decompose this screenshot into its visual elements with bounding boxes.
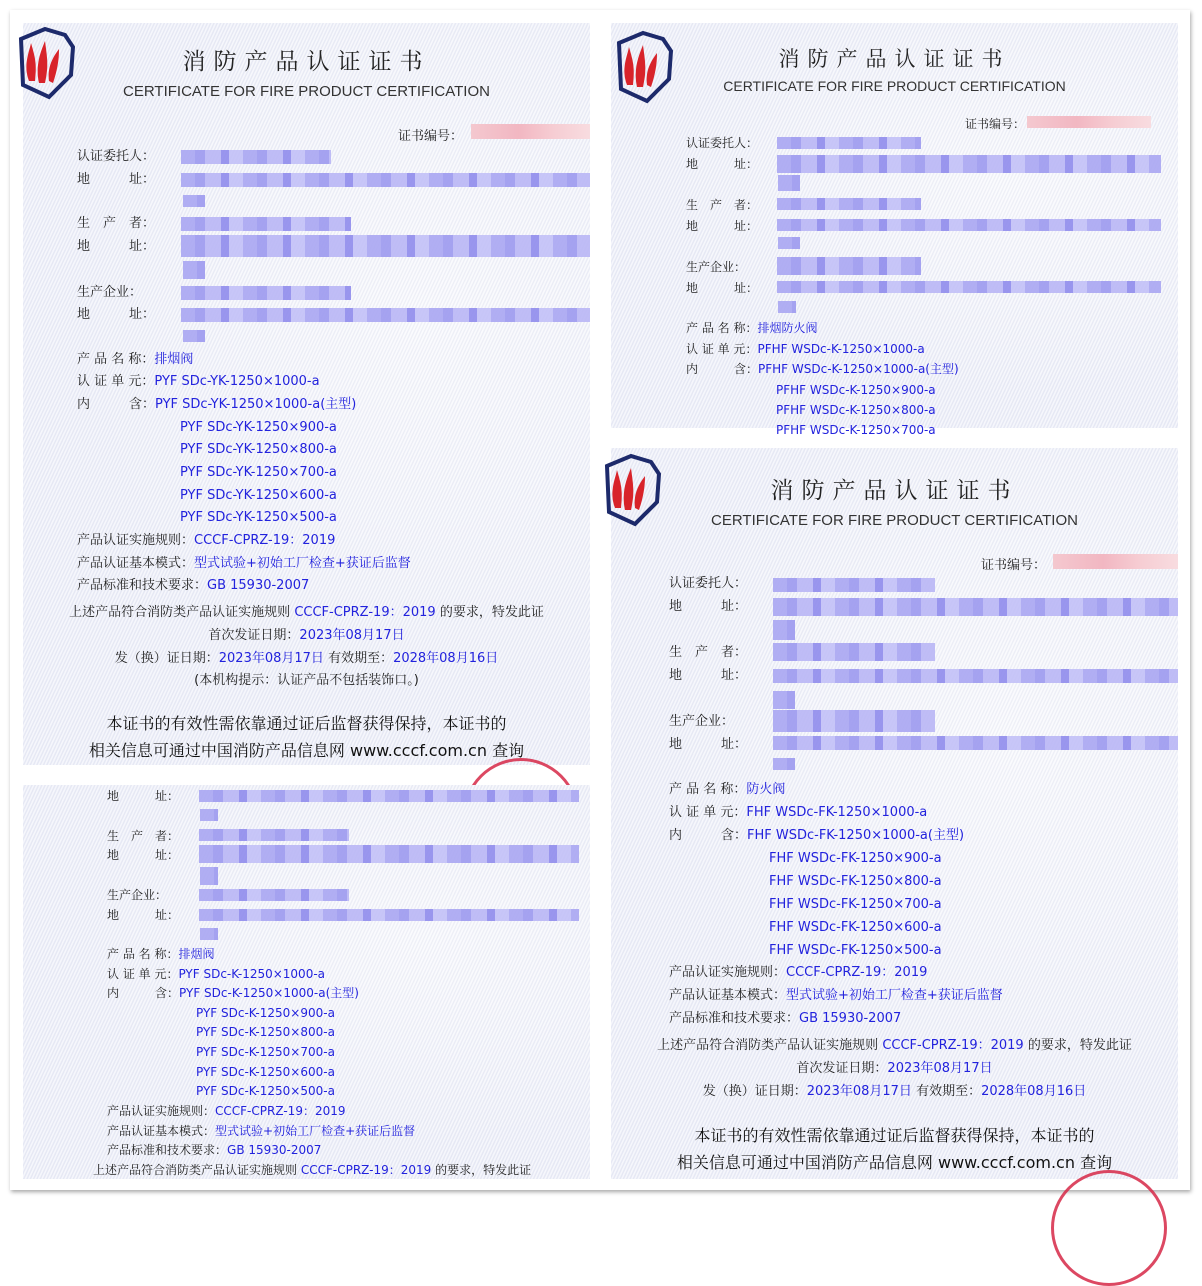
manufacturer-address-label: 地 址： [107,908,180,922]
mode-value: 型式试验+初始工厂检查+获证后监督 [215,1124,416,1138]
producer-label: 生 产 者： [686,198,759,212]
conformity-statement: 上述产品符合消防类产品认证实施规则 CCCF-CPRZ-19：2019 的要求，特发此证 [69,605,544,620]
producer-address-redacted [199,845,579,863]
model-item: PYF SDc-YK-1250×1000-a(主型) [155,397,357,412]
product-name-label: 产 品 名 称： [686,321,758,335]
product-name-label: 产 品 名 称： [107,947,179,961]
contains-label: 内 含： [107,986,180,1000]
manufacturer-redacted [777,257,921,275]
model-item: PFHF WSDc-K-1250×700-a [776,423,936,437]
product-name-label: 产 品 名 称： [669,782,747,797]
conformity-statement: 上述产品符合消防类产品认证实施规则 CCCF-CPRZ-19：2019 的要求，特发此证 [93,1163,532,1177]
manufacturer-label: 生产企业： [669,714,735,729]
product-name-value: 排烟阀 [154,352,194,367]
producer-address-redacted-cont [183,261,205,279]
address-label: 地 址： [686,157,759,171]
producer-address-label: 地 址： [669,668,748,683]
cert-unit-value: PFHF WSDc-K-1250×1000-a [757,342,925,356]
mode-label: 产品认证基本模式： [669,988,787,1003]
producer-address-redacted-cont [200,867,218,885]
product-name-value: 排烟防火阀 [757,321,818,335]
manufacturer-redacted [773,710,935,732]
cert-number-redacted [1053,554,1178,569]
model-item: PFHF WSDc-K-1250×900-a [776,383,936,397]
producer-address-redacted [773,669,1178,683]
validity-footer-line2: 相关信息可通过中国消防产品信息网 www.cccf.com.cn 查询 [88,741,525,760]
contains-label: 内 含： [77,397,156,412]
certificate-panel-fire-damper [611,448,1178,1179]
manufacturer-address-redacted-cont [778,301,796,313]
model-item: PYF SDc-K-1250×600-a [196,1065,335,1079]
rules-label: 产品认证实施规则： [77,533,195,548]
validity-footer-line1: 本证书的有效性需依靠通过证后监督获得保持，本证书的 [694,1126,1095,1145]
address-redacted [777,155,1161,173]
mode-value: 型式试验+初始工厂检查+获证后监督 [194,556,411,571]
client-label: 认证委托人： [669,576,748,591]
client-redacted [777,137,921,149]
mode-label: 产品认证基本模式： [77,556,195,571]
certificate-title-en: CERTIFICATE FOR FIRE PRODUCT CERTIFICATION [723,78,1066,94]
client-label: 认证委托人： [77,149,156,164]
manufacturer-address-redacted [773,736,1178,750]
contains-label: 内 含： [669,828,748,843]
model-item: PFHF WSDc-K-1250×1000-a(主型) [758,362,959,376]
client-redacted [181,150,331,164]
certificate-panel-smoke-exhaust-valve-k [23,785,590,1179]
cert-unit-label: 认 证 单 元： [686,342,758,356]
address-label: 地 址： [107,789,180,803]
address-label: 地 址： [669,599,748,614]
product-name-value: 防火阀 [746,782,786,797]
manufacturer-address-redacted-cont [773,758,795,770]
cert-unit-value: PYF SDc-YK-1250×1000-a [154,374,320,389]
manufacturer-address-redacted [181,308,590,322]
producer-address-redacted-cont [778,237,800,249]
model-item: PYF SDc-YK-1250×800-a [180,442,337,457]
producer-address-label: 地 址： [107,848,180,862]
cert-unit-label: 认 证 单 元： [107,967,179,981]
cert-number-redacted [471,124,590,139]
model-item: PYF SDc-K-1250×800-a [196,1025,335,1039]
product-name-value: 排烟阀 [178,947,215,961]
rules-value: CCCF-CPRZ-19：2019 [215,1104,346,1118]
manufacturer-redacted [181,286,351,300]
model-item: FHF WSDc-FK-1250×1000-a(主型) [747,828,965,843]
rules-label: 产品认证实施规则： [107,1104,216,1118]
standard-label: 产品标准和技术要求： [669,1011,800,1026]
standard-label: 产品标准和技术要求： [77,578,208,593]
model-item: FHF WSDc-FK-1250×900-a [769,851,942,866]
model-item: PYF SDc-K-1250×900-a [196,1006,335,1020]
rules-value: CCCF-CPRZ-19：2019 [194,533,336,548]
producer-redacted [181,217,351,231]
address-redacted-cont [200,809,218,821]
address-label: 地 址： [77,172,156,187]
model-item: PYF SDc-YK-1250×600-a [180,488,337,503]
model-item: PYF SDc-K-1250×500-a [196,1084,335,1098]
certificate-title-cn: 消防产品认证证书 [778,47,1011,71]
certificate-title-en: CERTIFICATE FOR FIRE PRODUCT CERTIFICATION [123,83,490,100]
cert-number-redacted [1027,116,1151,128]
certificate-panel-smoke-fire-damper [611,23,1178,437]
producer-label: 生 产 者： [77,216,156,231]
standard-value: GB 15930-2007 [227,1143,322,1157]
producer-address-label: 地 址： [686,219,759,233]
certificate-title-cn: 消防产品认证证书 [182,49,431,75]
first-issue-date-row: 首次发证日期：2023年08月17日 [208,628,405,643]
model-item: FHF WSDc-FK-1250×800-a [769,874,942,889]
rules-value: CCCF-CPRZ-19：2019 [786,965,928,980]
institution-note: (本机构提示：认证产品不包括装饰口。) [194,673,419,688]
producer-label: 生 产 者： [107,829,180,843]
cert-number-label: 证书编号： [965,117,1026,131]
standard-value: GB 15930-2007 [207,578,310,593]
standard-label: 产品标准和技术要求： [107,1143,228,1157]
manufacturer-label: 生产企业： [77,285,143,300]
validity-footer-line1: 本证书的有效性需依靠通过证后监督获得保持，本证书的 [106,714,507,733]
address-redacted-cont [773,620,795,640]
producer-address-redacted [181,235,590,257]
manufacturer-address-redacted-cont [183,330,205,342]
manufacturer-label: 生产企业： [686,260,747,274]
certificate-title-cn: 消防产品认证证书 [770,478,1019,504]
address-redacted-cont [183,195,205,207]
manufacturer-label: 生产企业： [107,888,168,902]
conformity-statement: 上述产品符合消防类产品认证实施规则 CCCF-CPRZ-19：2019 的要求，特发此证 [657,1038,1132,1053]
model-item: FHF WSDc-FK-1250×700-a [769,897,942,912]
manufacturer-address-label: 地 址： [77,307,156,322]
mode-value: 型式试验+初始工厂检查+获证后监督 [786,988,1003,1003]
client-label: 认证委托人： [686,136,759,150]
certificate-title-en: CERTIFICATE FOR FIRE PRODUCT CERTIFICATION [711,512,1078,529]
manufacturer-address-label: 地 址： [669,737,748,752]
product-name-label: 产 品 名 称： [77,352,155,367]
producer-label: 生 产 者： [669,645,748,660]
model-item: PFHF WSDc-K-1250×800-a [776,403,936,417]
red-seal-stamp [1051,1170,1167,1286]
issue-validity-row: 发（换）证日期：2023年08月17日 有效期至：2028年08月16日 [114,651,499,666]
cert-unit-label: 认 证 单 元： [669,805,747,820]
manufacturer-address-label: 地 址： [686,281,759,295]
model-item: FHF WSDc-FK-1250×500-a [769,943,942,958]
issue-validity-row: 发（换）证日期：2023年08月17日 有效期至：2028年08月16日 [702,1084,1087,1099]
client-redacted [773,578,935,592]
model-item: PYF SDc-K-1250×700-a [196,1045,335,1059]
model-item: PYF SDc-YK-1250×900-a [180,420,337,435]
address-redacted [199,790,579,802]
producer-redacted [777,198,921,210]
model-item: PYF SDc-K-1250×1000-a(主型) [179,986,359,1000]
address-redacted [181,173,590,187]
manufacturer-address-redacted-cont [200,928,218,940]
manufacturer-redacted [199,889,349,901]
producer-redacted [199,829,349,841]
cert-number-label: 证书编号： [981,558,1047,573]
mode-label: 产品认证基本模式： [107,1124,216,1138]
producer-address-redacted [777,219,1161,231]
cert-number-label: 证书编号： [398,129,464,144]
address-redacted-cont [778,175,800,191]
certificate-panel-smoke-exhaust-valve-yk [23,23,590,765]
validity-footer-line2: 相关信息可通过中国消防产品信息网 www.cccf.com.cn 查询 [676,1153,1113,1172]
contains-label: 内 含： [686,362,759,376]
manufacturer-address-redacted [777,281,1161,293]
first-issue-date-row: 首次发证日期：2023年08月17日 [796,1061,993,1076]
cert-unit-value: FHF WSDc-FK-1250×1000-a [746,805,928,820]
model-item: PYF SDc-YK-1250×500-a [180,510,337,525]
model-item: FHF WSDc-FK-1250×600-a [769,920,942,935]
cert-unit-value: PYF SDc-K-1250×1000-a [178,967,326,981]
model-item: PYF SDc-YK-1250×700-a [180,465,337,480]
producer-address-label: 地 址： [77,239,156,254]
standard-value: GB 15930-2007 [799,1011,902,1026]
producer-redacted [773,643,935,661]
cert-unit-label: 认 证 单 元： [77,374,155,389]
address-redacted [773,598,1178,616]
producer-address-redacted-cont [773,691,795,709]
rules-label: 产品认证实施规则： [669,965,787,980]
manufacturer-address-redacted [199,909,579,921]
